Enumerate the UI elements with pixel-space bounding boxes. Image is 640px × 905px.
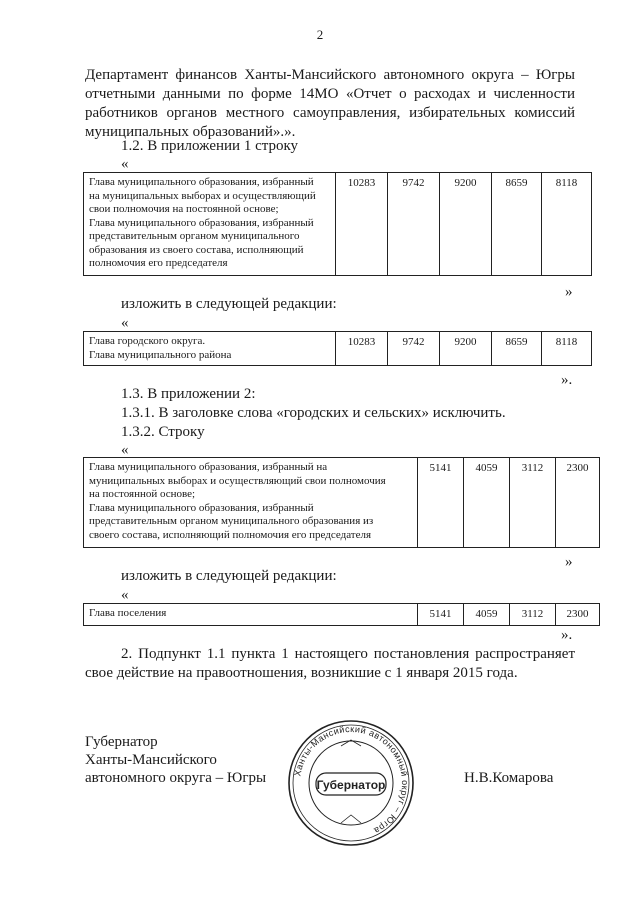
item-1-3: 1.3. В приложении 2:: [121, 386, 256, 402]
open-quote-3: «: [121, 442, 129, 458]
seal-ring-text: Ханты-Мансийский автономный округ – Югра: [292, 723, 411, 837]
value-cell: 3112: [510, 458, 556, 548]
seal-center-text: Губернатор: [316, 778, 386, 792]
replace-phrase-2: изложить в следующей редакции:: [121, 568, 337, 584]
intro-line: Департамент финансов Ханты-Мансийского автономного округа – Югры: [85, 67, 575, 83]
open-quote-2: «: [121, 315, 129, 331]
desc-line: своего состава, исполняющий полномочия его председателя: [89, 528, 372, 541]
value-cell: 9200: [440, 173, 492, 276]
desc-line: представительным органом муниципального образования из: [89, 515, 374, 527]
intro-line: работников органов местного самоуправления, избирательных комиссий: [85, 105, 575, 121]
desc-line: свои полномочия на постоянной основе;: [89, 203, 279, 215]
desc-line: полномочия его председателя: [89, 257, 228, 269]
intro-line: отчетными данными по форме 14МО «Отчет о расходах и численности: [85, 86, 575, 102]
value-cell: 2300: [556, 458, 600, 548]
table-row-2: [83, 331, 592, 366]
desc-line: Глава муниципального образования, избранный: [89, 176, 314, 188]
value-cell: 10283: [336, 332, 388, 366]
close-quote-2: ».: [561, 372, 573, 388]
value-cell: 9200: [440, 332, 492, 366]
close-quote-4: ».: [561, 627, 573, 643]
page-number: 2: [316, 27, 324, 42]
description-cell: [84, 332, 336, 366]
desc-line: муниципальных выборах и осуществляющий свои полномочия: [89, 474, 386, 487]
item-1-3-2: 1.3.2. Строку: [121, 424, 205, 440]
value-cell: 2300: [556, 604, 600, 626]
value-cell: 9742: [388, 332, 440, 366]
open-quote-4: «: [121, 587, 129, 603]
description-cell: [84, 458, 418, 548]
desc-line: представительным органом муниципального: [89, 230, 300, 242]
table-row-1: [83, 172, 592, 276]
replace-phrase-1: изложить в следующей редакции:: [121, 296, 337, 312]
desc-line: Глава муниципального образования, избранный: [89, 216, 314, 229]
value-cell: 5141: [418, 458, 464, 548]
item-2-line: свое действие на правоотношения, возникшие с 1 января 2015 года.: [85, 665, 518, 681]
intro-paragraph: [85, 66, 575, 142]
signature-title-line: Губернатор: [85, 734, 158, 750]
desc-line: Глава поселения: [89, 607, 167, 619]
description-cell: [84, 173, 336, 276]
desc-line: Глава муниципального образования, избранный: [89, 501, 314, 514]
value-cell: 5141: [418, 604, 464, 626]
value-cell: 8659: [492, 173, 542, 276]
desc-line: Глава городского округа.: [89, 335, 206, 347]
item-1-3-1: 1.3.1. В заголовке слова «городских и сельских» исключить.: [121, 405, 506, 421]
desc-line: образования из своего состава, исполняющий: [89, 243, 304, 256]
value-cell: 3112: [510, 604, 556, 626]
description-cell: [84, 604, 418, 626]
table-row-3: [83, 457, 600, 548]
close-quote-3: »: [565, 554, 573, 570]
value-cell: 8118: [542, 173, 592, 276]
signature-title-line: автономного округа – Югры: [85, 770, 267, 786]
item-2-paragraph: [85, 645, 575, 683]
close-quote-1: »: [565, 284, 573, 300]
desc-line: Глава муниципального района: [89, 348, 232, 361]
desc-line: на муниципальных выборах и осуществляющий: [89, 189, 316, 202]
signature-title: [85, 733, 266, 787]
item-1-2: 1.2. В приложении 1 строку: [121, 138, 299, 154]
value-cell: 9742: [388, 173, 440, 276]
desc-line: Глава муниципального образования, избранный на: [89, 461, 328, 473]
open-quote-1: «: [121, 156, 129, 172]
item-2-line: 2. Подпункт 1.1 пункта 1 настоящего постановления распространяет: [121, 646, 575, 662]
value-cell: 4059: [464, 604, 510, 626]
table-row-4: [83, 603, 600, 626]
value-cell: 4059: [464, 458, 510, 548]
signature-title-line: Ханты-Мансийского: [85, 752, 217, 768]
intro-line: муниципальных образований».».: [85, 124, 296, 140]
value-cell: 10283: [336, 173, 388, 276]
official-seal: [286, 718, 416, 848]
signature-name: Н.В.Комарова: [464, 770, 554, 786]
value-cell: 8118: [542, 332, 592, 366]
desc-line: на постоянной основе;: [89, 488, 196, 500]
seal-icon: [286, 718, 416, 848]
value-cell: 8659: [492, 332, 542, 366]
